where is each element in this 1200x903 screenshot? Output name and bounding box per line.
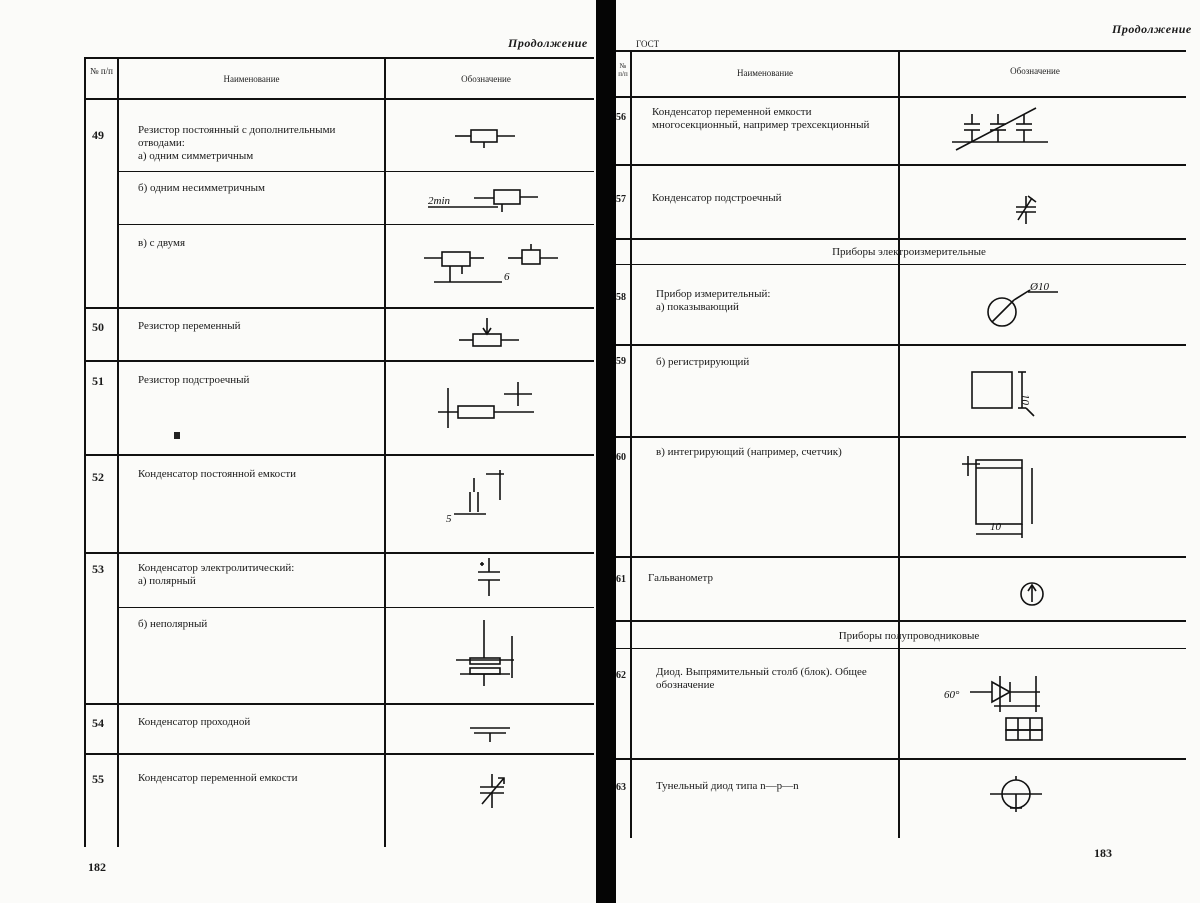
row-name: Гальванометр — [648, 572, 713, 584]
table-top-rule — [84, 57, 594, 59]
row-number: 52 — [92, 470, 104, 484]
capacitor-feedthrough-icon — [470, 724, 510, 744]
row-rule — [616, 436, 1186, 438]
row-rule — [84, 753, 594, 755]
row-name: Конденсатор переменной емкости многосекционный, например трехсекционный — [652, 106, 870, 131]
row-number: 60 — [616, 452, 626, 463]
name-column-divider — [898, 50, 900, 838]
table-left-border — [84, 57, 86, 847]
no-column-divider — [117, 57, 119, 847]
page-number: 183 — [1094, 846, 1112, 860]
row-name: Диод. Выпрямительный столб (блок). Общее обозначение — [656, 666, 867, 691]
header-bottom-rule — [84, 98, 594, 100]
row-rule — [616, 758, 1186, 760]
row-rule — [84, 307, 594, 309]
header-designation: Обозначение — [1010, 66, 1060, 76]
header-bottom-rule — [616, 96, 1186, 98]
row-rule — [616, 556, 1186, 558]
left-page — [0, 0, 596, 903]
row-rule — [119, 171, 594, 172]
row-rule — [616, 264, 1186, 265]
capacitor-polar-icon — [474, 558, 504, 598]
svg-text:5: 5 — [446, 513, 452, 525]
row-number: 51 — [92, 374, 104, 388]
row-name: Резистор переменный — [138, 320, 241, 332]
top-left-fragment: ГОСТ — [636, 39, 660, 49]
resistor-trimmer-icon — [438, 378, 538, 432]
row-rule — [84, 454, 594, 456]
row-name: в) с двумя — [138, 237, 186, 249]
row-name: б) неполярный — [138, 618, 208, 630]
table-top-rule — [616, 50, 1186, 52]
row-number: 53 — [92, 562, 104, 576]
capacitor-fixed-icon — [446, 470, 520, 530]
row-name: Конденсатор электролитический: а) полярный — [138, 562, 295, 587]
resistor-two-taps-icon — [424, 244, 558, 292]
row-rule — [119, 224, 594, 225]
row-name: Конденсатор переменной емкости — [138, 772, 298, 784]
resistor-tap-asymmetric-icon — [428, 178, 538, 214]
row-number: 57 — [616, 194, 626, 205]
row-number: 58 — [616, 292, 626, 303]
row-name: Конденсатор проходной — [138, 716, 251, 728]
capacitor-multisection-icon — [952, 106, 1062, 150]
name-column-divider — [384, 57, 386, 847]
header-name: Наименование — [223, 74, 280, 84]
continuation-label: Продолжение — [508, 36, 588, 50]
row-number: 62 — [616, 670, 626, 681]
svg-text:Ø10: Ø10 — [1030, 281, 1049, 293]
right-page — [616, 0, 1200, 903]
row-name: б) одним несимметричным — [138, 182, 265, 194]
row-name: Прибор измерительный: а) показывающий — [656, 288, 771, 313]
row-rule — [616, 164, 1186, 166]
capacitor-nonpolar-icon — [450, 620, 526, 686]
ink-speck — [174, 432, 180, 439]
row-number: 59 — [616, 356, 626, 367]
row-name: Конденсатор постоянной емкости — [138, 468, 297, 480]
resistor-tap-symmetric-icon — [455, 124, 515, 148]
capacitor-variable-icon — [476, 774, 508, 808]
tunnel-diode-icon — [986, 772, 1046, 816]
book-spine — [596, 0, 616, 903]
row-number: 49 — [92, 128, 104, 142]
svg-text:10: 10 — [1019, 394, 1031, 405]
row-number: 55 — [92, 772, 104, 786]
row-name: Резистор постоянный с дополнительными отводами: а) одним симметричным — [138, 124, 336, 162]
header-designation: Обозначение — [461, 74, 511, 84]
continuation-label: Продолжение — [1112, 22, 1192, 36]
row-name: в) интегрирующий (например, счетчик) — [656, 446, 842, 458]
header-no: № п/п — [90, 66, 113, 76]
recording-instrument-icon — [966, 362, 1046, 422]
svg-text:60°: 60° — [944, 689, 960, 701]
galvanometer-icon — [1018, 580, 1048, 610]
row-rule — [616, 648, 1186, 649]
svg-text:6: 6 — [504, 271, 510, 283]
row-rule — [84, 360, 594, 362]
row-number: 56 — [616, 112, 626, 123]
row-rule — [616, 238, 1186, 240]
diode-icon — [940, 662, 1070, 742]
svg-text:2min: 2min — [428, 195, 450, 207]
row-number: 61 — [616, 574, 626, 585]
row-rule — [616, 344, 1186, 346]
row-rule — [616, 620, 1186, 622]
no-column-divider — [630, 50, 632, 838]
section-heading-measuring: Приборы электроизмерительные — [832, 246, 986, 258]
row-name: Конденсатор подстроечный — [652, 192, 782, 204]
row-name: Тунельный диод типа n—p—n — [656, 780, 799, 792]
integrating-instrument-icon — [956, 450, 1046, 540]
resistor-variable-icon — [459, 318, 519, 350]
section-heading-semiconductor: Приборы полупроводниковые — [838, 630, 980, 642]
row-rule — [84, 703, 594, 705]
header-no: № п/п — [618, 62, 628, 78]
row-number: 54 — [92, 716, 104, 730]
row-rule — [119, 607, 594, 608]
row-number: 50 — [92, 320, 104, 334]
row-name: б) регистрирующий — [656, 356, 750, 368]
capacitor-trimmer-icon — [1014, 192, 1038, 226]
page-number: 182 — [88, 860, 106, 874]
row-number: 63 — [616, 782, 626, 793]
header-name: Наименование — [736, 68, 794, 78]
measuring-instrument-icon — [982, 282, 1072, 330]
svg-text:10: 10 — [990, 521, 1001, 533]
row-rule — [84, 552, 594, 554]
row-name: Резистор подстроечный — [138, 374, 250, 386]
